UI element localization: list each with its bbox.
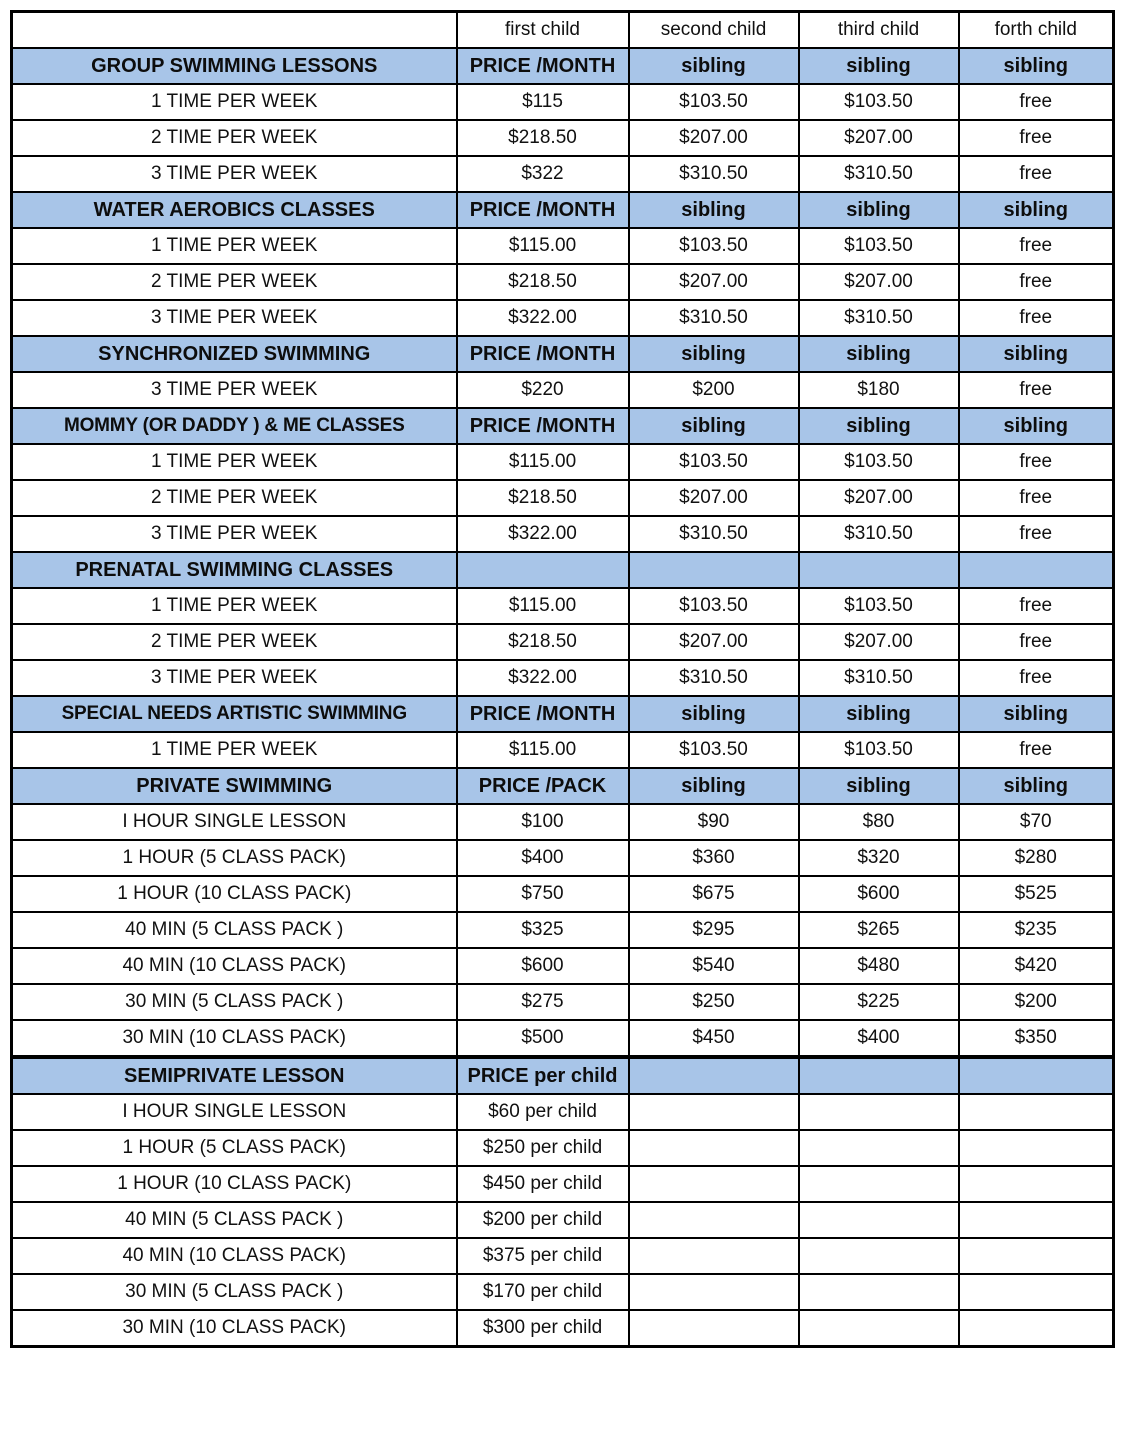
row-value-cell-1: $115.00	[457, 444, 629, 480]
row-value-cell-4	[959, 1166, 1114, 1202]
section-value-cell-1: PRICE /PACK	[457, 768, 629, 804]
row-value-cell-1: $218.50	[457, 264, 629, 300]
row-value-cell-3: $310.50	[799, 300, 959, 336]
row-value-cell-1: $218.50	[457, 480, 629, 516]
section-value-cell-3: sibling	[799, 696, 959, 732]
row-value-cell-4: free	[959, 120, 1114, 156]
section-value-cell-1: PRICE /MONTH	[457, 408, 629, 444]
row-label-cell: 1 TIME PER WEEK	[12, 588, 457, 624]
table-row	[12, 984, 1114, 1020]
row-value-cell-4: free	[959, 372, 1114, 408]
section-value-cell-1: PRICE /MONTH	[457, 696, 629, 732]
row-value-cell-3: $225	[799, 984, 959, 1020]
section-value-cell-3	[799, 1057, 959, 1094]
row-value-cell-4	[959, 1238, 1114, 1274]
row-value-cell-3	[799, 1130, 959, 1166]
table-row	[12, 840, 1114, 876]
row-label-cell: 40 MIN (10 CLASS PACK)	[12, 948, 457, 984]
section-value-cell-1: PRICE /MONTH	[457, 48, 629, 84]
row-value-cell-3	[799, 1166, 959, 1202]
row-value-cell-1: $600	[457, 948, 629, 984]
row-value-cell-1: $170 per child	[457, 1274, 629, 1310]
row-value-cell-4: free	[959, 660, 1114, 696]
section-value-cell-3: sibling	[799, 192, 959, 228]
row-label-cell: 30 MIN (5 CLASS PACK )	[12, 984, 457, 1020]
row-value-cell-2	[629, 1274, 799, 1310]
row-label-cell: 2 TIME PER WEEK	[12, 120, 457, 156]
row-value-cell-2: $200	[629, 372, 799, 408]
row-value-cell-2: $103.50	[629, 444, 799, 480]
section-label-cell: SPECIAL NEEDS ARTISTIC SWIMMING	[12, 696, 457, 732]
row-label-cell: 2 TIME PER WEEK	[12, 624, 457, 660]
section-label-cell: SEMIPRIVATE LESSON	[12, 1057, 457, 1094]
row-value-cell-4: free	[959, 516, 1114, 552]
row-value-cell-1: $275	[457, 984, 629, 1020]
table-row	[12, 1274, 1114, 1310]
row-value-cell-2	[629, 1310, 799, 1347]
section-value-cell-4: sibling	[959, 48, 1114, 84]
row-value-cell-4: free	[959, 444, 1114, 480]
row-label-cell: 40 MIN (5 CLASS PACK )	[12, 1202, 457, 1238]
table-row	[12, 228, 1114, 264]
table-row	[12, 84, 1114, 120]
section-value-cell-2: sibling	[629, 408, 799, 444]
row-value-cell-1: $300 per child	[457, 1310, 629, 1347]
row-value-cell-1: $322.00	[457, 516, 629, 552]
table-row	[12, 588, 1114, 624]
row-label-cell: 1 HOUR (5 CLASS PACK)	[12, 1130, 457, 1166]
section-header-row	[12, 1057, 1114, 1094]
row-label-cell: 1 HOUR (10 CLASS PACK)	[12, 876, 457, 912]
section-value-cell-4	[959, 1057, 1114, 1094]
row-value-cell-4	[959, 1094, 1114, 1130]
section-label-cell: MOMMY (OR DADDY ) & ME CLASSES	[12, 408, 457, 444]
section-header-row	[12, 48, 1114, 84]
row-value-cell-4: $350	[959, 1020, 1114, 1057]
row-value-cell-1: $400	[457, 840, 629, 876]
row-value-cell-2: $310.50	[629, 156, 799, 192]
section-value-cell-1	[457, 552, 629, 588]
row-label-cell: 40 MIN (5 CLASS PACK )	[12, 912, 457, 948]
row-value-cell-2: $310.50	[629, 660, 799, 696]
row-label-cell: 2 TIME PER WEEK	[12, 264, 457, 300]
row-value-cell-2: $207.00	[629, 480, 799, 516]
row-value-cell-2: $103.50	[629, 732, 799, 768]
row-label-cell: 1 HOUR (5 CLASS PACK)	[12, 840, 457, 876]
row-value-cell-4: $235	[959, 912, 1114, 948]
row-value-cell-2: $207.00	[629, 624, 799, 660]
row-value-cell-4: free	[959, 264, 1114, 300]
table-row	[12, 444, 1114, 480]
row-value-cell-1: $115.00	[457, 588, 629, 624]
row-value-cell-2	[629, 1238, 799, 1274]
row-value-cell-2: $250	[629, 984, 799, 1020]
row-value-cell-4: $420	[959, 948, 1114, 984]
row-value-cell-4	[959, 1130, 1114, 1166]
section-value-cell-4: sibling	[959, 768, 1114, 804]
row-value-cell-3: $103.50	[799, 444, 959, 480]
section-label-cell: WATER AEROBICS CLASSES	[12, 192, 457, 228]
row-value-cell-2: $310.50	[629, 300, 799, 336]
row-label-cell: 3 TIME PER WEEK	[12, 660, 457, 696]
row-value-cell-2: $540	[629, 948, 799, 984]
table-row	[12, 660, 1114, 696]
section-value-cell-2: sibling	[629, 336, 799, 372]
section-label-cell: SYNCHRONIZED SWIMMING	[12, 336, 457, 372]
row-value-cell-3: $207.00	[799, 120, 959, 156]
row-value-cell-1: $250 per child	[457, 1130, 629, 1166]
row-value-cell-3: $207.00	[799, 480, 959, 516]
row-value-cell-1: $500	[457, 1020, 629, 1057]
section-value-cell-3	[799, 552, 959, 588]
row-value-cell-3: $310.50	[799, 156, 959, 192]
row-value-cell-4: free	[959, 588, 1114, 624]
row-value-cell-4: free	[959, 228, 1114, 264]
row-value-cell-3: $320	[799, 840, 959, 876]
section-header-row	[12, 336, 1114, 372]
header-forth-child: forth child	[959, 12, 1114, 49]
section-value-cell-3: sibling	[799, 48, 959, 84]
row-value-cell-2: $90	[629, 804, 799, 840]
table-row	[12, 264, 1114, 300]
table-row	[12, 1202, 1114, 1238]
row-label-cell: 1 HOUR (10 CLASS PACK)	[12, 1166, 457, 1202]
table-row	[12, 948, 1114, 984]
row-value-cell-1: $115	[457, 84, 629, 120]
row-value-cell-4: $525	[959, 876, 1114, 912]
row-value-cell-4	[959, 1274, 1114, 1310]
header-second-child: second child	[629, 12, 799, 49]
row-value-cell-3: $103.50	[799, 588, 959, 624]
row-value-cell-3: $265	[799, 912, 959, 948]
row-value-cell-1: $375 per child	[457, 1238, 629, 1274]
row-value-cell-4: $280	[959, 840, 1114, 876]
row-value-cell-3: $103.50	[799, 84, 959, 120]
row-label-cell: 40 MIN (10 CLASS PACK)	[12, 1238, 457, 1274]
section-header-row	[12, 696, 1114, 732]
row-label-cell: 30 MIN (5 CLASS PACK )	[12, 1274, 457, 1310]
row-value-cell-3	[799, 1238, 959, 1274]
section-header-row	[12, 768, 1114, 804]
section-label-cell: PRENATAL SWIMMING CLASSES	[12, 552, 457, 588]
section-value-cell-1: PRICE /MONTH	[457, 192, 629, 228]
table-row	[12, 372, 1114, 408]
row-label-cell: I HOUR SINGLE LESSON	[12, 1094, 457, 1130]
row-value-cell-2: $103.50	[629, 588, 799, 624]
row-value-cell-3: $400	[799, 1020, 959, 1057]
row-value-cell-4: free	[959, 84, 1114, 120]
row-value-cell-2: $310.50	[629, 516, 799, 552]
row-value-cell-1: $322.00	[457, 300, 629, 336]
row-value-cell-2	[629, 1130, 799, 1166]
section-header-row	[12, 552, 1114, 588]
section-value-cell-2: sibling	[629, 696, 799, 732]
row-label-cell: 30 MIN (10 CLASS PACK)	[12, 1020, 457, 1057]
row-value-cell-1: $115.00	[457, 228, 629, 264]
section-value-cell-2	[629, 1057, 799, 1094]
row-value-cell-3: $480	[799, 948, 959, 984]
row-value-cell-1: $218.50	[457, 120, 629, 156]
pricing-table-body	[12, 12, 1114, 1347]
row-label-cell: 1 TIME PER WEEK	[12, 228, 457, 264]
table-row	[12, 480, 1114, 516]
table-row	[12, 1130, 1114, 1166]
row-value-cell-2: $450	[629, 1020, 799, 1057]
section-value-cell-4: sibling	[959, 696, 1114, 732]
section-value-cell-4: sibling	[959, 336, 1114, 372]
row-value-cell-3: $600	[799, 876, 959, 912]
row-value-cell-3	[799, 1274, 959, 1310]
table-row	[12, 876, 1114, 912]
section-value-cell-4: sibling	[959, 192, 1114, 228]
row-label-cell: 1 TIME PER WEEK	[12, 444, 457, 480]
row-value-cell-3: $310.50	[799, 660, 959, 696]
section-value-cell-4: sibling	[959, 408, 1114, 444]
row-label-cell: I HOUR SINGLE LESSON	[12, 804, 457, 840]
table-row	[12, 120, 1114, 156]
row-value-cell-2: $207.00	[629, 120, 799, 156]
section-header-row	[12, 408, 1114, 444]
row-value-cell-1: $322.00	[457, 660, 629, 696]
section-value-cell-2	[629, 552, 799, 588]
row-value-cell-2: $295	[629, 912, 799, 948]
row-value-cell-4: free	[959, 300, 1114, 336]
section-value-cell-1: PRICE /MONTH	[457, 336, 629, 372]
row-value-cell-2: $103.50	[629, 84, 799, 120]
row-value-cell-2: $360	[629, 840, 799, 876]
row-value-cell-1: $218.50	[457, 624, 629, 660]
section-value-cell-1: PRICE per child	[457, 1057, 629, 1094]
row-label-cell: 2 TIME PER WEEK	[12, 480, 457, 516]
pricing-table	[10, 10, 1115, 1348]
row-value-cell-1: $325	[457, 912, 629, 948]
row-value-cell-3: $207.00	[799, 624, 959, 660]
row-value-cell-3: $80	[799, 804, 959, 840]
table-row	[12, 732, 1114, 768]
table-row	[12, 1094, 1114, 1130]
row-value-cell-1: $100	[457, 804, 629, 840]
section-label-cell: PRIVATE SWIMMING	[12, 768, 457, 804]
row-label-cell: 30 MIN (10 CLASS PACK)	[12, 1310, 457, 1347]
row-value-cell-3: $180	[799, 372, 959, 408]
table-row	[12, 912, 1114, 948]
row-value-cell-1: $322	[457, 156, 629, 192]
section-value-cell-2: sibling	[629, 48, 799, 84]
row-value-cell-4: free	[959, 480, 1114, 516]
table-row	[12, 1310, 1114, 1347]
row-value-cell-1: $220	[457, 372, 629, 408]
row-value-cell-4: free	[959, 156, 1114, 192]
row-label-cell: 1 TIME PER WEEK	[12, 84, 457, 120]
row-value-cell-2: $675	[629, 876, 799, 912]
table-row	[12, 1238, 1114, 1274]
row-value-cell-4	[959, 1202, 1114, 1238]
row-value-cell-4: free	[959, 732, 1114, 768]
section-label-cell: GROUP SWIMMING LESSONS	[12, 48, 457, 84]
row-value-cell-4	[959, 1310, 1114, 1347]
row-value-cell-2: $103.50	[629, 228, 799, 264]
table-row	[12, 624, 1114, 660]
row-value-cell-2	[629, 1166, 799, 1202]
row-value-cell-4: $70	[959, 804, 1114, 840]
section-value-cell-2: sibling	[629, 192, 799, 228]
header-corner-blank	[12, 12, 457, 49]
table-row	[12, 300, 1114, 336]
section-value-cell-3: sibling	[799, 408, 959, 444]
table-row	[12, 516, 1114, 552]
section-header-row	[12, 192, 1114, 228]
row-value-cell-1: $450 per child	[457, 1166, 629, 1202]
table-row	[12, 1020, 1114, 1057]
row-value-cell-2: $207.00	[629, 264, 799, 300]
header-first-child: first child	[457, 12, 629, 49]
row-value-cell-3	[799, 1310, 959, 1347]
row-value-cell-3: $207.00	[799, 264, 959, 300]
section-value-cell-4	[959, 552, 1114, 588]
row-value-cell-1: $750	[457, 876, 629, 912]
row-value-cell-3	[799, 1202, 959, 1238]
row-value-cell-1: $115.00	[457, 732, 629, 768]
row-label-cell: 3 TIME PER WEEK	[12, 372, 457, 408]
row-value-cell-1: $60 per child	[457, 1094, 629, 1130]
table-row	[12, 156, 1114, 192]
row-value-cell-3: $310.50	[799, 516, 959, 552]
row-value-cell-4: free	[959, 624, 1114, 660]
row-value-cell-2	[629, 1094, 799, 1130]
row-label-cell: 1 TIME PER WEEK	[12, 732, 457, 768]
section-value-cell-2: sibling	[629, 768, 799, 804]
row-label-cell: 3 TIME PER WEEK	[12, 156, 457, 192]
row-value-cell-1: $200 per child	[457, 1202, 629, 1238]
row-value-cell-3: $103.50	[799, 732, 959, 768]
table-row	[12, 1166, 1114, 1202]
row-label-cell: 3 TIME PER WEEK	[12, 300, 457, 336]
section-value-cell-3: sibling	[799, 336, 959, 372]
row-value-cell-3	[799, 1094, 959, 1130]
row-value-cell-3: $103.50	[799, 228, 959, 264]
row-value-cell-2	[629, 1202, 799, 1238]
table-row	[12, 804, 1114, 840]
table-header-row	[12, 12, 1114, 49]
row-label-cell: 3 TIME PER WEEK	[12, 516, 457, 552]
row-value-cell-4: $200	[959, 984, 1114, 1020]
section-value-cell-3: sibling	[799, 768, 959, 804]
header-third-child: third child	[799, 12, 959, 49]
